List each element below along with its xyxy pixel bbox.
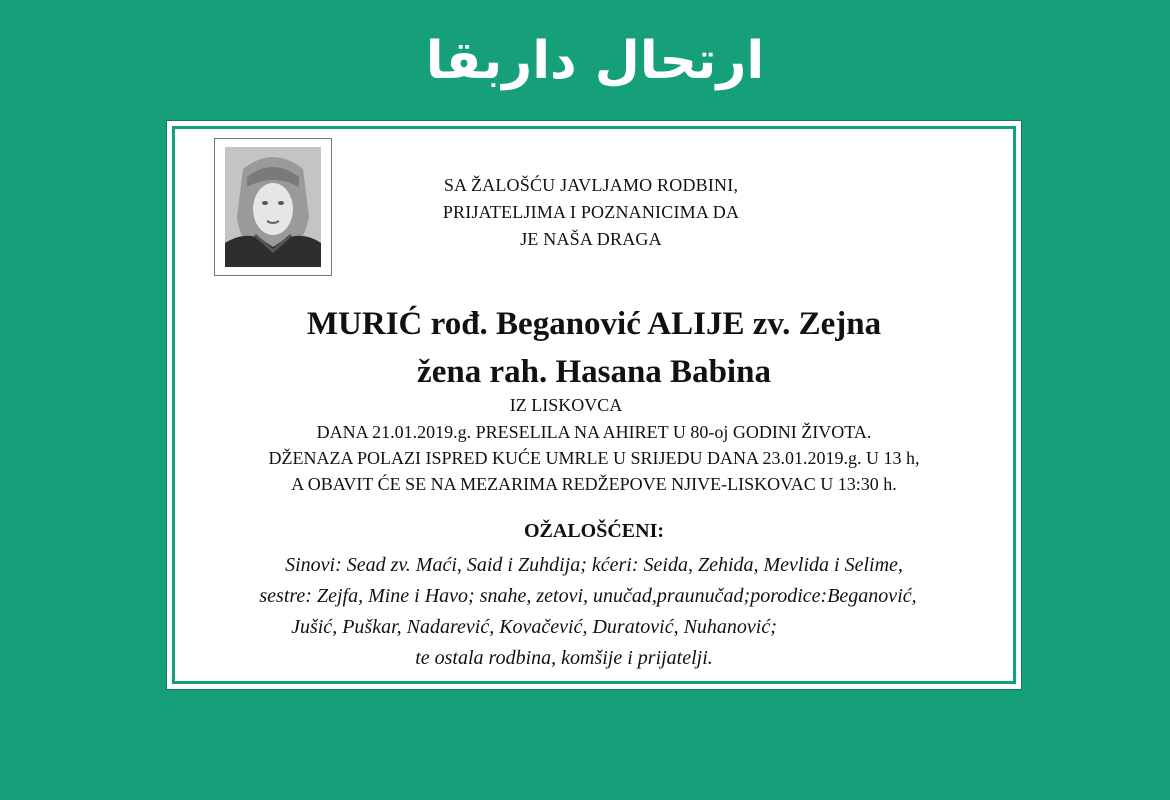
intro-line: SA ŽALOŠĆU JAVLJAMO RODBINI, [443,175,739,195]
obituary-card [166,120,1022,690]
death-date-line: DANA 21.01.2019.g. PRESELILA NA AHIRET U 80-oj GODINI ŽIVOTA. [316,422,872,442]
intro-text [376,172,806,253]
funeral-departure-line: DŽENAZA POLAZI ISPRED KUĆE UMRLE U SRIJEDU DANA 23.01.2019.g. U 13 h, [268,448,920,468]
place-of-origin: IZ LISKOVCA [509,395,623,415]
deceased-name: MURIĆ rođ. Beganović ALIJE zv. Zejna [306,306,882,342]
mourners-line: te ostala rodbina, komšije i prijatelji. [415,647,713,669]
burial-location-line: A OBAVIT ĆE SE NA MEZARIMA REDŽEPOVE NJIVE-LISKOVAC U 13:30 h. [291,474,897,494]
deceased-photo [225,147,321,267]
mourners-heading: OŽALOŠĆENI: [523,520,665,542]
arabic-calligraphy-heading [425,8,765,108]
mourners-line: sestre: Zejfa, Mine i Havo; snahe, zetovi, unučad,praunučad;porodice:Beganović, [259,585,917,607]
mourners-line: Jušić, Puškar, Nadarević, Kovačević, Duratović, Nuhanović; [291,616,777,638]
intro-line: PRIJATELJIMA I POZNANICIMA DA [442,202,740,222]
deceased-photo-frame [214,138,332,276]
deceased-relation: žena rah. Hasana Babina [417,354,771,390]
mourners-line: Sinovi: Sead zv. Maći, Said i Zuhdija; kćeri: Seida, Zehida, Mevlida i Selime, [285,554,903,576]
calligraphy-text: ارتحال داربقا [425,31,765,91]
intro-line: JE NAŠA DRAGA [520,229,662,249]
